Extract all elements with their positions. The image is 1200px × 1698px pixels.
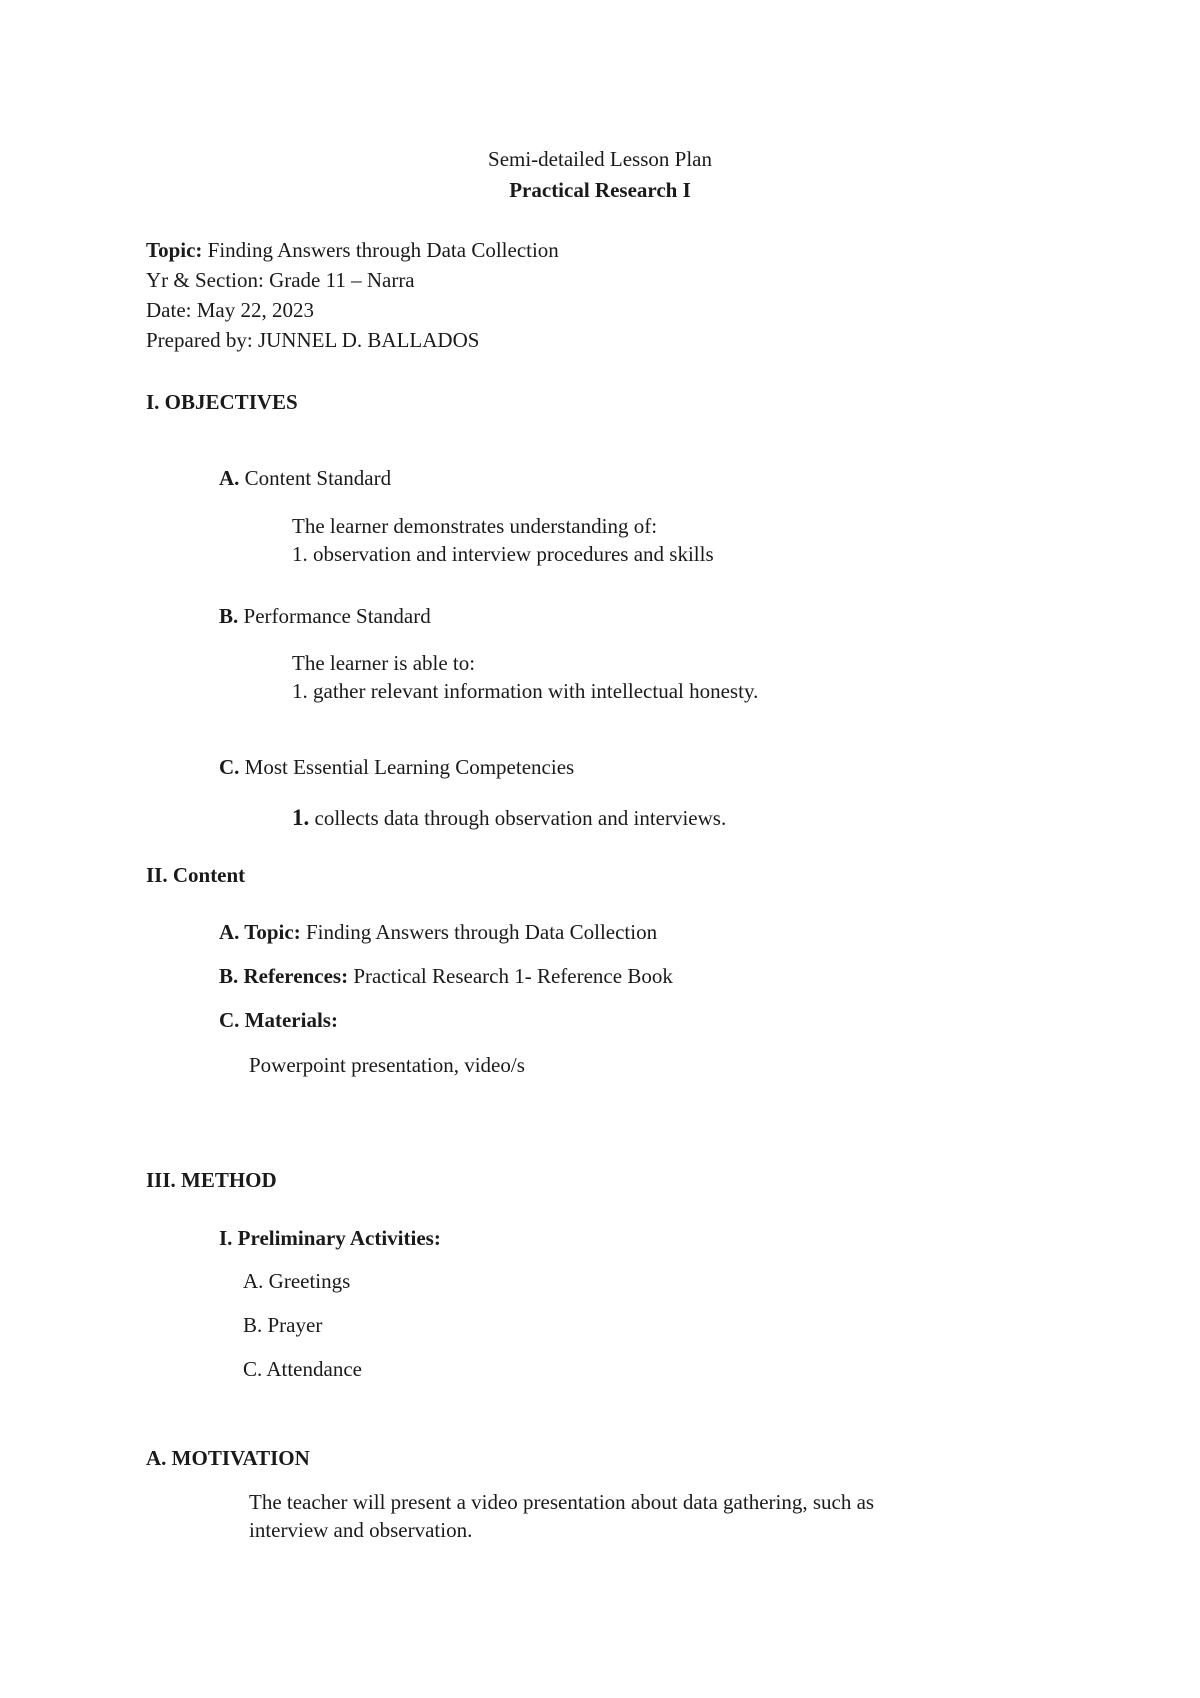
topic-label: Topic:: [146, 238, 203, 262]
competencies-item-number: 1.: [292, 805, 310, 830]
content-standard-intro: The learner demonstrates understanding of:: [292, 514, 658, 538]
performance-standard-heading: [219, 603, 431, 629]
preliminary-heading: I. Preliminary Activities:: [219, 1226, 441, 1250]
competencies-label: Most Essential Learning Competencies: [239, 755, 575, 779]
activity-greetings: A. Greetings: [243, 1269, 351, 1293]
content-references: [219, 963, 673, 989]
objectives-heading: I. OBJECTIVES: [146, 390, 298, 414]
performance-standard-item: 1. gather relevant information with intellectual honesty.: [292, 679, 759, 703]
content-heading: II. Content: [146, 863, 246, 887]
content-standard-item: 1. observation and interview procedures and skills: [292, 542, 714, 566]
content-standard-heading: [219, 465, 391, 491]
meta-date: Date: May 22, 2023: [146, 298, 314, 322]
motivation-text-line-1: The teacher will present a video presentation about data gathering, such as: [249, 1490, 875, 1514]
activity-attendance: C. Attendance: [243, 1357, 362, 1381]
activity-prayer: B. Prayer: [243, 1313, 323, 1337]
performance-standard-letter: B.: [219, 604, 239, 628]
topic-value: Finding Answers through Data Collection: [202, 238, 559, 262]
content-materials-label: C. Materials:: [219, 1008, 338, 1032]
competencies-letter: C.: [219, 755, 240, 779]
content-references-value: Practical Research 1- Reference Book: [348, 964, 673, 988]
document-title: Semi-detailed Lesson Plan: [488, 147, 712, 171]
content-standard-label: Content Standard: [239, 466, 392, 490]
motivation-text-line-2: interview and observation.: [249, 1518, 473, 1542]
meta-section: Yr & Section: Grade 11 – Narra: [146, 268, 415, 292]
meta-topic: [146, 237, 559, 263]
method-heading: III. METHOD: [146, 1168, 277, 1192]
content-topic: [219, 919, 657, 945]
performance-standard-label: Performance Standard: [238, 604, 431, 628]
subject-title: Practical Research I: [509, 178, 691, 202]
motivation-heading: A. MOTIVATION: [146, 1446, 310, 1470]
competencies-heading: [219, 754, 574, 780]
performance-standard-intro: The learner is able to:: [292, 651, 476, 675]
competencies-item-text: collects data through observation and interviews.: [309, 806, 727, 830]
content-topic-value: Finding Answers through Data Collection: [300, 920, 658, 944]
content-standard-letter: A.: [219, 466, 240, 490]
meta-prepared-by: Prepared by: JUNNEL D. BALLADOS: [146, 328, 480, 352]
competencies-item: [292, 805, 726, 831]
content-materials-value: Powerpoint presentation, video/s: [249, 1053, 525, 1077]
content-topic-label: A. Topic:: [219, 920, 301, 944]
content-references-label: B. References:: [219, 964, 349, 988]
